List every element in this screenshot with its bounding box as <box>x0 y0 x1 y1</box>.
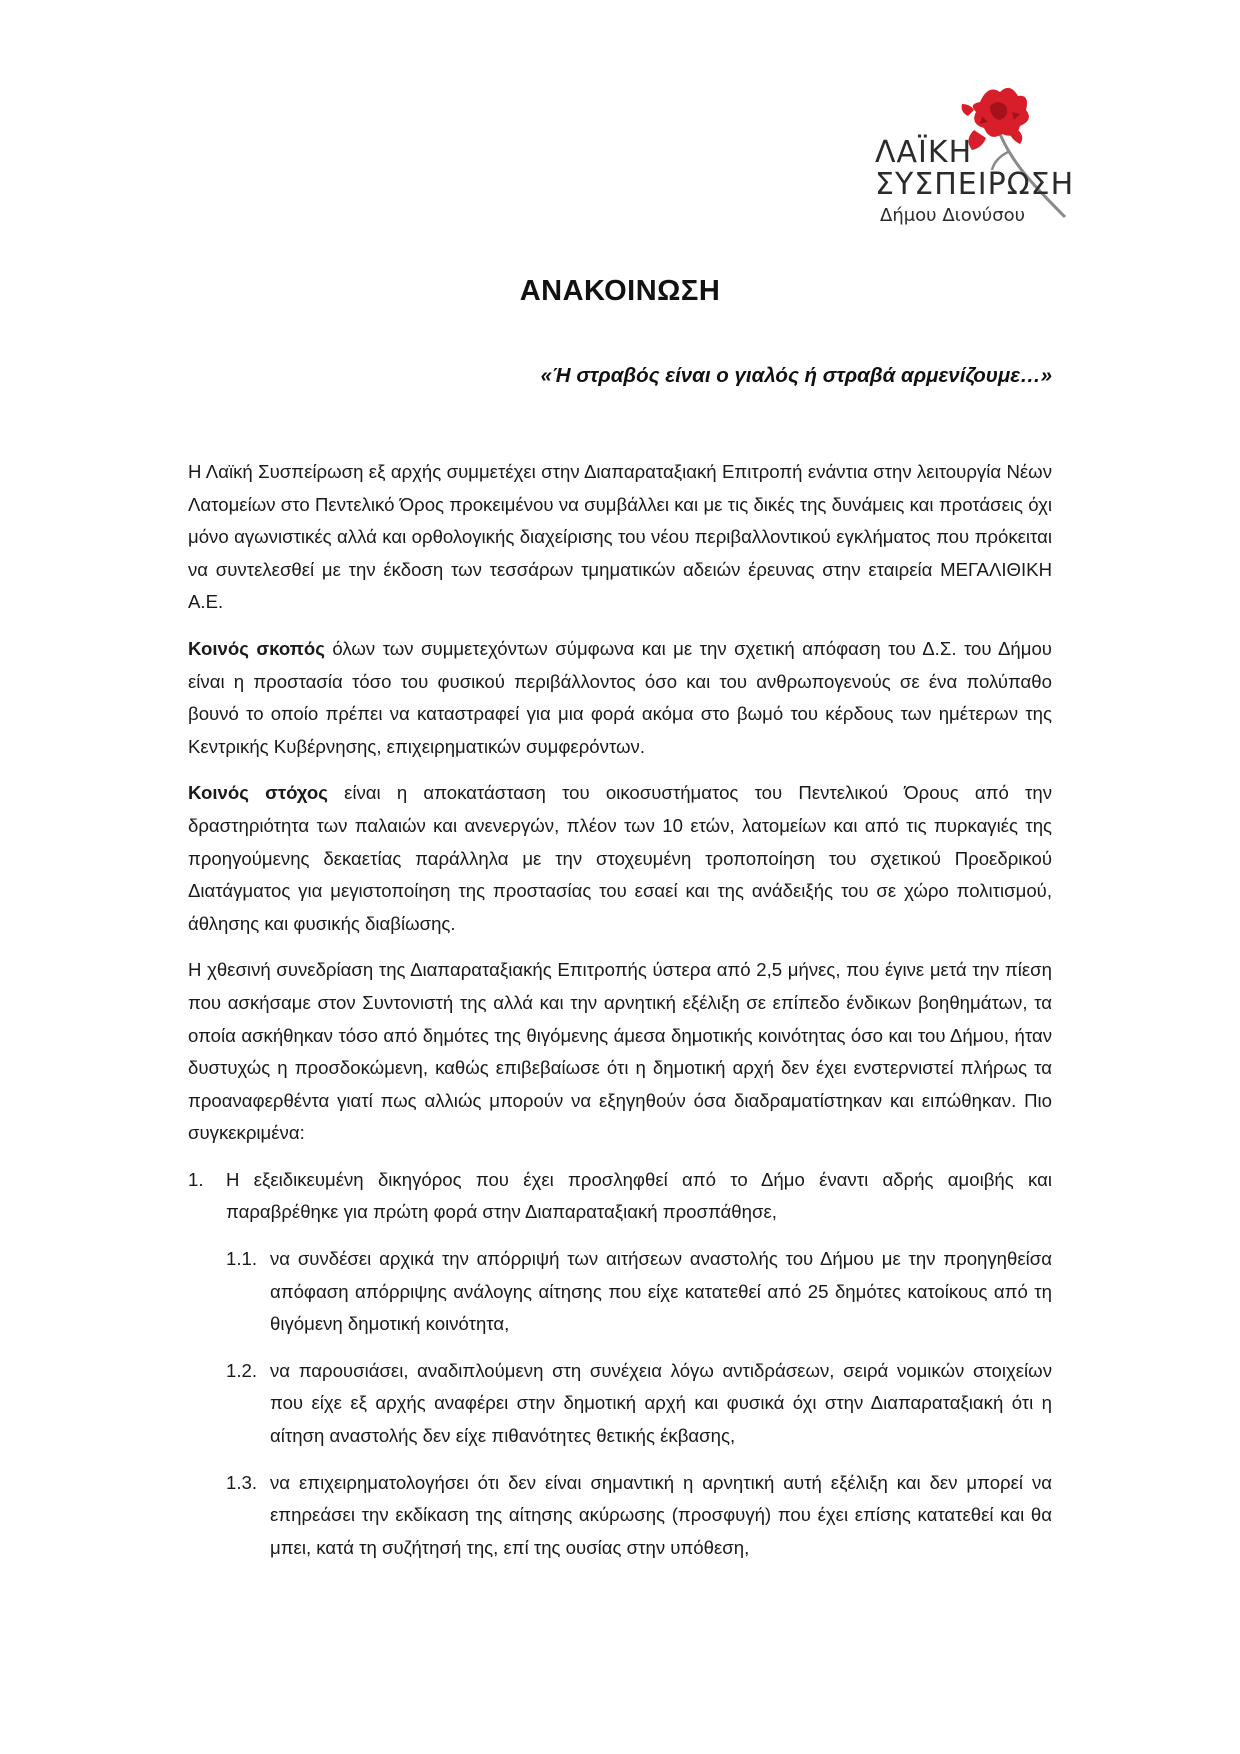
organization-logo <box>860 82 1090 232</box>
list-item <box>188 1355 1052 1453</box>
paragraph-text: είναι η αποκατάσταση του οικοσυστήματος του Πεντελικού Όρους από την δραστηριότητα των παλαιών και ανενεργών, πλέον των 10 ετών, λατομείων και από τις πυρκαγιές της προηγούμενης δεκαετίας παράλληλα με την στοχευμένη τροποποίηση του σχετικού Προεδρικού Διατάγματος για μεγιστοποίηση της προστασίας του εσαεί και της ανάδειξής του σε χώρο πολιτισμού, άθλησης και φυσικής διαβίωσης. <box>188 782 1053 934</box>
document-quote: «Ή στραβός είναι ο γιαλός ή στραβά αρμενίζουμε…» <box>540 364 1052 387</box>
paragraph-3 <box>188 777 1052 940</box>
paragraph-lead: Κοινός σκοπός <box>188 637 325 659</box>
list-number: 1. <box>188 1168 204 1190</box>
list-item <box>188 1243 1052 1341</box>
paragraph-2 <box>188 633 1052 763</box>
paragraph-4 <box>188 954 1052 1150</box>
list-number: 1.2. <box>226 1359 258 1381</box>
list-text: Η εξειδικευμένη δικηγόρος που έχει προσληφθεί από το Δήμο έναντι αδρής αμοιβής και παραβρέθηκε για πρώτη φορά στην Διαπαραταξιακή προσπάθησε, <box>226 1168 1052 1223</box>
paragraph-text: Η Λαϊκή Συσπείρωση εξ αρχής συμμετέχει στην Διαπαραταξιακή Επιτροπή ενάντια στην λειτουργία Νέων Λατομείων στο Πεντελικό Όρος προκειμένου να συμβάλλει και με τις δικές της δυνάμεις και προτάσεις όχι μόνο αγωνιστικές αλλά και ορθολογικής διαχείρισης του νέου περιβαλλοντικού εγκλήματος που πρόκειται να συντελεσθεί με την έκδοση των τεσσάρων τμηματικών αδειών έρευνας στην εταιρεία ΜΕΓΑΛΙΘΙΚΗ Α.Ε. <box>188 461 1052 613</box>
list-number: 1.3. <box>226 1471 258 1493</box>
paragraph-text: Η χθεσινή συνεδρίαση της Διαπαραταξιακής Επιτροπής ύστερα από 2,5 μήνες, που έγινε μετά την πίεση που ασκήσαμε στον Συντονιστή της αλλά και την αρνητική εξέλιξη σε επίπεδο ένδικων βοηθημάτων, τα οποία ασκήθηκαν τόσο από δημότες της θιγόμενης άμεσα δημοτικής κοινότητας όσο και του Δήμου, ήταν δυστυχώς η προσδοκώμενη, καθώς επιβεβαίωσε ότι η δημοτική αρχή δεν έχει ενστερνιστεί πλήρως τα προαναφερθέντα γιατί πως αλλιώς μπορούν να εξηγηθούν όσα διαδραματίστηκαν και ειπώθηκαν. Πιο συγκεκριμένα: <box>188 959 1052 1144</box>
document-title: ΑΝΑΚΟΙΝΩΣΗ <box>519 275 721 307</box>
list-item <box>188 1164 1052 1229</box>
list-text: να συνδέσει αρχικά την απόρριψή των αιτήσεων αναστολής του Δήμου με την προηγηθείσα απόφαση απόρριψης ανάλογης αίτησης που είχε κατατεθεί από 25 δημότες κατοίκους από τη θιγόμενη δημοτική κοινότητα, <box>270 1248 1052 1335</box>
paragraph-lead: Κοινός στόχος <box>188 782 328 804</box>
list-item <box>188 1467 1052 1565</box>
logo-text-line1: ΛΑΪΚΗ <box>875 135 973 170</box>
document-body <box>188 456 1052 1578</box>
list-text: να παρουσιάσει, αναδιπλούμενη στη συνέχεια λόγω αντιδράσεων, σειρά νομικών στοιχείων που είχε εξ αρχής αναφέρει στην δημοτική αρχή και φυσικά όχι στην Διαπαραταξιακή ότι η αίτηση αναστολής δεν είχε πιθανότητες θετικής έκβασης, <box>270 1359 1052 1447</box>
logo-text-line2: ΣΥΣΠΕΙΡΩΣΗ <box>875 167 1075 202</box>
logo-text-line3: Δήμου Διονύσου <box>880 205 1026 226</box>
list-number: 1.1. <box>226 1248 258 1270</box>
paragraph-text: όλων των συμμετεχόντων σύμφωνα και με την σχετική απόφαση του Δ.Σ. του Δήμου είναι η προστασία τόσο του φυσικού περιβάλλοντος όσο και του ανθρωπογενούς σε ένα πολύπαθο βουνό το οποίο πρέπει να καταστραφεί για μια φορά ακόμα στο βωμό του κέρδους των ημέτερων της Κεντρικής Κυβέρνησης, επιχειρηματικών συμφερόντων. <box>188 637 1052 757</box>
list-text: να επιχειρηματολογήσει ότι δεν είναι σημαντική η αρνητική αυτή εξέλιξη και δεν μπορεί να επηρεάσει την εκδίκαση της αίτησης ακύρωσης (προσφυγή) που έχει επίσης κατατεθεί και θα μπει, κατά τη συζήτησή της, επί της ουσίας στην υπόθεση, <box>270 1471 1052 1558</box>
paragraph-1 <box>188 456 1052 619</box>
